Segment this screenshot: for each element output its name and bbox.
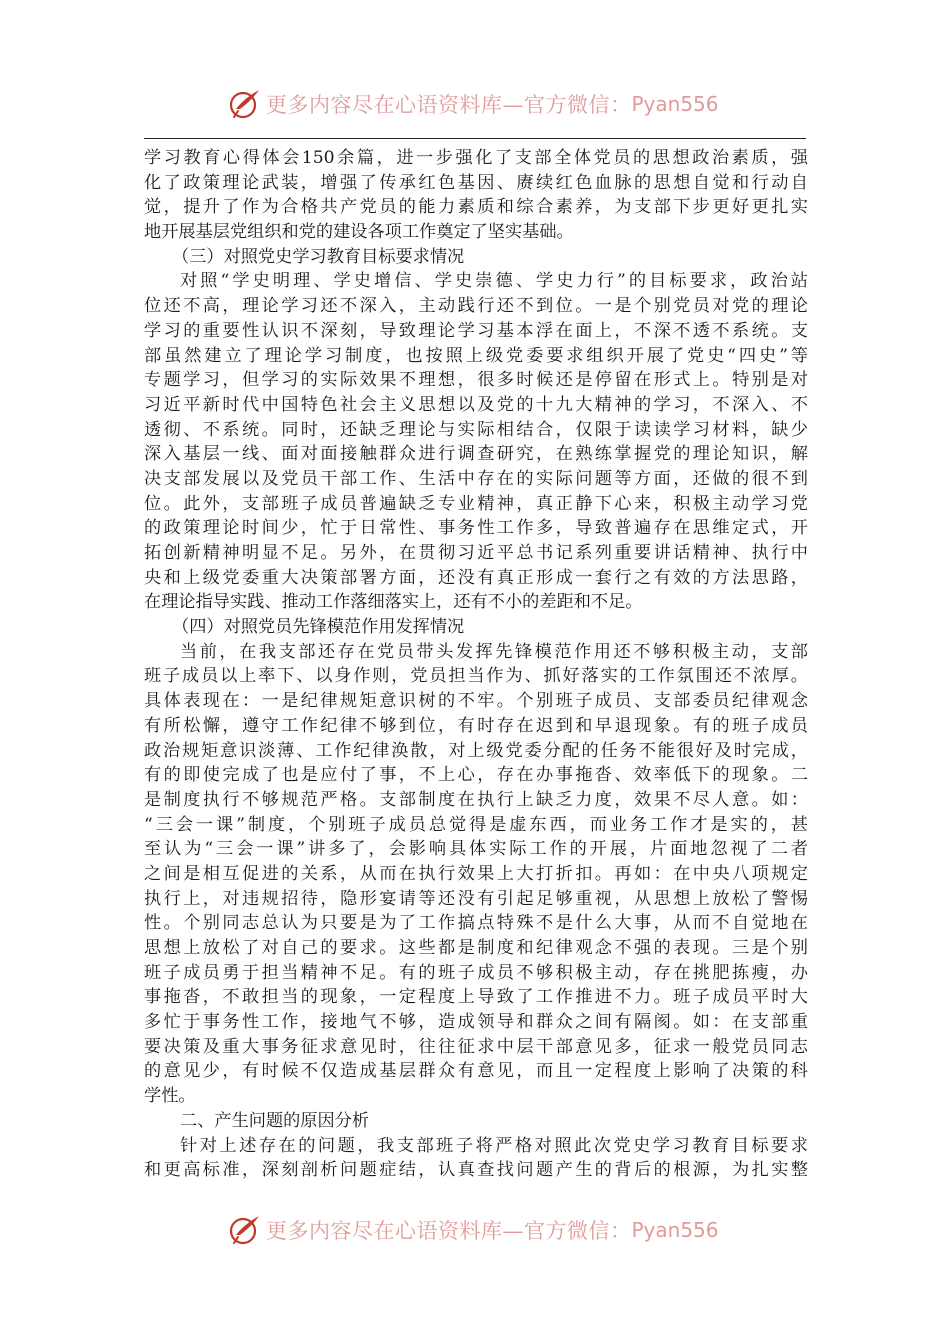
text-line: 政治规矩意识淡薄、工作纪律涣散，对上级党委分配的任务不能很好及时完成， — [144, 740, 808, 761]
text-line: 学习的重要性认识不深刻，导致理论学习基本浮在面上，不深不透不系统。支 — [144, 320, 808, 341]
text-line: 之间是相互促进的关系，从而在执行效果上大打折扣。再如：在中央八项规定 — [144, 863, 808, 884]
section-heading: 二、产生问题的原因分析 — [180, 1110, 370, 1131]
watermark-wechat-id: Pyan556 — [631, 92, 719, 116]
text-line: 的意见少，有时候不仅造成基层群众有意见，而且一定程度上影响了决策的科 — [144, 1061, 808, 1082]
text-line: “三会一课”制度，个别班子成员总觉得是虚东西，而业务工作才是实的，甚 — [144, 814, 808, 835]
text-line: 对照“学史明理、学史增信、学史崇德、学史力行”的目标要求，政治站 — [180, 271, 808, 292]
header-divider — [144, 138, 806, 139]
text-line: 在理论指导实践、推动工作落细落实上，还有不小的差距和不足。 — [144, 592, 643, 613]
text-line: 觉，提升了作为合格共产党员的能力素质和综合素养，为支部下步更好更扎实 — [144, 197, 808, 218]
text-line: 至认为“三会一课”讲多了，会影响具体实际工作的开展，片面地忽视了二者 — [144, 839, 808, 860]
watermark-text: 更多内容尽在心语资料库—官方微信： — [266, 1219, 632, 1243]
section-heading: （三）对照党史学习教育目标要求情况 — [172, 246, 465, 267]
text-line: 针对上述存在的问题，我支部班子将严格对照此次党史学习教育目标要求 — [180, 1135, 808, 1156]
text-line: 性。个别同志总认为只要是为了工作搞点特殊不是什么大事，从而不自觉地在 — [144, 913, 808, 934]
section-heading: （四）对照党员先锋模范作用发挥情况 — [172, 617, 465, 638]
text-line: 班子成员勇于担当精神不足。有的班子成员不够积极主动，存在挑肥拣瘦，办 — [144, 962, 808, 983]
quill-logo-icon — [228, 1213, 262, 1247]
text-line: 习近平新时代中国特色社会主义思想以及党的十九大精神的学习，不深入、不 — [144, 394, 808, 415]
text-line: 学性。 — [144, 1086, 196, 1107]
text-line: 位还不高，理论学习还不深入，主动践行还不到位。一是个别党员对党的理论 — [144, 296, 808, 317]
text-line: 的政策理论时间少，忙于日常性、事务性工作多，导致普遍存在思维定式，开 — [144, 518, 808, 539]
text-line: 学习教育心得体会150余篇，进一步强化了支部全体党员的思想政治素质，强 — [144, 148, 808, 168]
text-line: 具体表现在：一是纪律规矩意识树的不牢。个别班子成员、支部委员纪律观念 — [144, 691, 808, 712]
watermark-wechat-id: Pyan556 — [631, 1218, 719, 1242]
text-line: 执行上，对违规招待，隐形宴请等还没有引起足够重视，从思想上放松了警惕 — [144, 888, 808, 909]
text-line: 位。此外，支部班子成员普遍缺乏专业精神，真正静下心来，积极主动学习党 — [144, 493, 808, 514]
watermark-text: 更多内容尽在心语资料库—官方微信： — [266, 93, 632, 117]
text-line: 央和上级党委重大决策部署方面，还没有真正形成一套行之有效的方法思路， — [144, 567, 808, 588]
text-line: 事拖沓，不敢担当的现象，一定程度上导致了工作推进不力。班子成员平时大 — [144, 987, 808, 1008]
text-line: 拓创新精神明显不足。另外，在贯彻习近平总书记系列重要讲话精神、执行中 — [144, 543, 808, 563]
document-body — [144, 146, 808, 1183]
text-line: 班子成员以上率下、以身作则，党员担当作为、抓好落实的工作氛围还不浓厚。 — [144, 666, 808, 687]
text-line: 当前，在我支部还存在党员带头发挥先锋模范作用还不够积极主动，支部 — [180, 641, 808, 662]
footer-watermark — [228, 1212, 719, 1248]
text-line: 化了政策理论武装，增强了传承红色基因、赓续红色血脉的思想自觉和行动自 — [144, 172, 808, 193]
text-line: 要决策及重大事务征求意见时，往往征求中层干部意见多，征求一般党员同志 — [144, 1036, 808, 1057]
text-line: 深入基层一线、面对面接触群众进行调查研究，在熟练掌握党的理论知识，解 — [144, 444, 808, 465]
text-line: 地开展基层党组织和党的建设各项工作奠定了坚实基础。 — [144, 222, 574, 243]
text-line: 透彻、不系统。同时，还缺乏理论与实际相结合，仅限于读读学习材料，缺少 — [144, 419, 808, 440]
text-line: 决支部发展以及党员干部工作、生活中存在的实际问题等方面，还做的很不到 — [144, 468, 808, 489]
text-line: 是制度执行不够规范严格。支部制度在执行上缺乏力度，效果不尽人意。如： — [144, 789, 808, 810]
text-line: 思想上放松了对自己的要求。这些都是制度和纪律观念不强的表现。三是个别 — [144, 938, 808, 958]
text-line: 专题学习，但学习的实际效果不理想，很多时候还是停留在形式上。特别是对 — [144, 370, 808, 391]
text-line: 部虽然建立了理论学习制度，也按照上级党委要求组织开展了党史“四史”等 — [144, 345, 808, 366]
header-watermark — [228, 86, 719, 122]
text-line: 有的即使完成了也是应付了事，不上心，存在办事拖沓、效率低下的现象。二 — [144, 765, 808, 786]
text-line: 有所松懈，遵守工作纪律不够到位，有时存在迟到和早退现象。有的班子成员 — [144, 715, 808, 736]
quill-logo-icon — [228, 87, 262, 121]
text-line: 多忙于事务性工作，接地气不够，造成领导和群众之间有隔阂。如：在支部重 — [144, 1012, 808, 1033]
text-line: 和更高标准，深刻剖析问题症结，认真查找问题产生的背后的根源，为扎实整 — [144, 1160, 808, 1181]
